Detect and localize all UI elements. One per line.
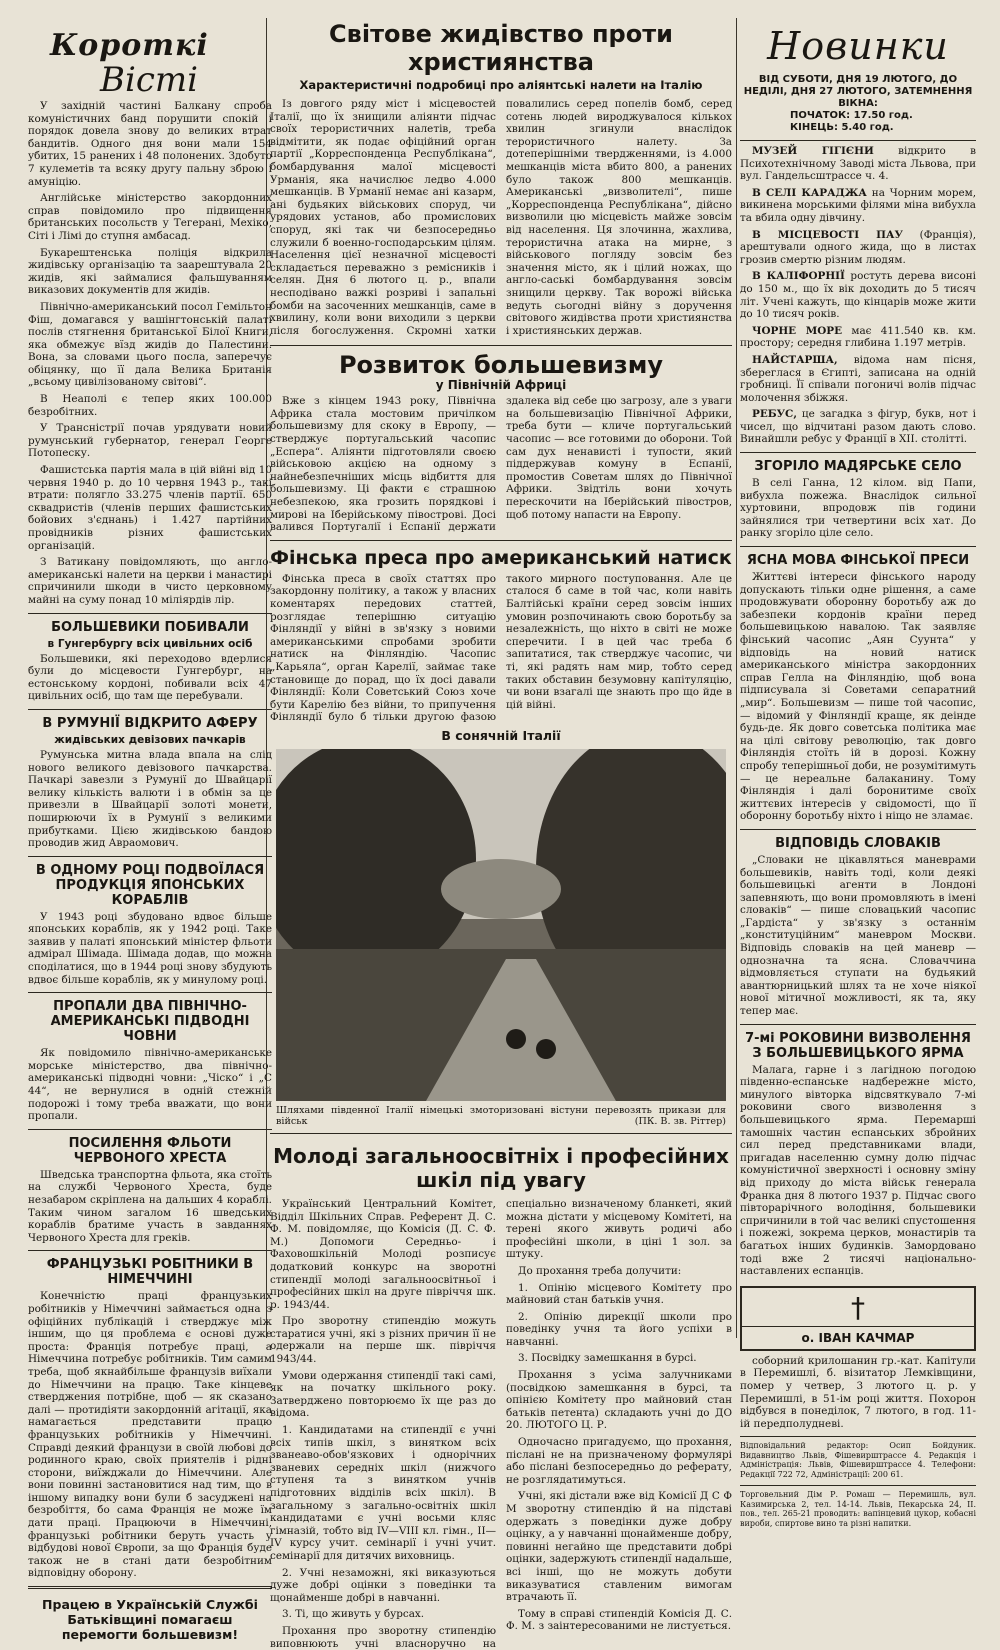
finnish-press-headline: Фінська преса про американський натиск (270, 546, 732, 569)
section-rule (740, 1485, 976, 1486)
masthead-word-1: Короткі (50, 28, 209, 63)
section-body: Большевики, які переходово вдерлися були до місцевости Гунгербург, на естонському кордоні, побивали всіх 47 цивільних осіб, що там ще перебували. (28, 652, 272, 703)
news-paragraph: В Неаполі є тепер яких 100.000 безробітних. (28, 393, 272, 418)
news-item-text: на Чорним морем, викинена морськими філями міна вибухла та вбила одну дівчину. (740, 186, 976, 224)
article-paragraph: Одночасно пригадуємо, що прохання, післані не на призначеному формулярі або післані безпосередньо до реферату, не розглядатимуться. (506, 1436, 732, 1486)
section-rule (28, 1586, 272, 1589)
news-item-text: відома нам пісня, збереглася в Єгипті, записана на одній гробниці. Її співали погоничі волів підчас молочення збіжжя. (740, 353, 977, 404)
news-paragraph: Фашистська партія мала в цій війні від 10 червня 1940 р. до 10 червня 1943 р., такі втрати: полягло 33.275 членів партії. 650 сквадристів (членів перших фашистських бойових з'єднань) і 1.427 партійних провідників різних фашистських організацій. (28, 464, 272, 552)
article-paragraph: 1. Кандидатами на стипендії є учні всіх типів шкіл, з винятком всіх званеаво-обов'язкових і однорічних званевих середніх шкіл (нижчого ступеня та з винятком учнів підготовних відділів всіх шкіл). В загальному з загально-освітніх шкіл кандидатами є учні восьми кляс гімназій, тобто від IV—VIII кл. гімн., II—IV курсу учит. семінарії і учні учит. семінарії для дитячих виховниць. (270, 1424, 496, 1562)
blackout-end: КІНЕЦЬ: 5.40 год. (790, 122, 894, 133)
article-paragraph: 3. Ті, що живуть у бурсах. (282, 1608, 425, 1621)
news-item (740, 187, 976, 225)
news-item-lead: РЕБУС, (752, 408, 797, 421)
article-paragraph: Умови одержання стипендії такі самі, як на початку шкільного року. Затверджено повторюємо їх ще раз до відома. (270, 1369, 496, 1420)
article-paragraph: Учні, які дістали вже від Комісії Д С Ф М зворотну стипендію й на підставі одержать з поведінки дуже добру оцінку, а у навчанні щонайменше добру, повинні негайно ще представити добрі оцінки, задержують стипендії надальше, всі інші, що не можуть добути виказуватися ставленим вимогам втрачають її. (506, 1490, 732, 1604)
bolshevism-headline: Розвиток большевизму (338, 351, 664, 380)
news-item (740, 145, 976, 183)
article-paragraph: Тому в справі стипендій Комісія Д. С. Ф. М. з заінтересованими не листується. (506, 1607, 732, 1633)
bolshevism-body (270, 395, 732, 534)
section-rule (28, 992, 272, 993)
section-heading: В ОДНОМУ РОЦІ ПОДВОЇЛАСЯ ПРОДУКЦІЯ ЯПОНСЬКИХ КОРАБЛІВ (35, 862, 265, 908)
section-heading: ФРАНЦУЗЬКІ РОБІТНИКИ В НІМЕЧЧИНІ (46, 1257, 254, 1288)
section-body: Як повідомило північно-американське морське міністерство, два північно-американські підводні човни: „Чіско“ і „С 44“, не вернулися в одній стежній подорожі і тому треба вважати, що вони пропали. (28, 1047, 272, 1123)
photo-caption-block (276, 1105, 726, 1127)
slogan: Працею в Українській Службі Батьківщині помагаєш перемогти большевизм! (42, 1597, 258, 1643)
news-item (740, 229, 976, 267)
section-rule (28, 856, 272, 857)
section-rule (740, 1024, 976, 1025)
main-subheadline: Характеристичні подробиці про аліянтські налети на Італію (299, 78, 703, 92)
section-rule (740, 1436, 976, 1437)
news-item-lead: ЧОРНЕ МОРЕ (752, 324, 843, 337)
section-body: Шведська транспортна фльота, яка стоїть на службі Червоного Хреста, буде незабаром скріплена на дальших 4 кораблі. Таким чином загалом 16 шведських кораблів братиме участь в завданнях Червоного Хреста для греків. (28, 1168, 272, 1244)
section-rule (740, 140, 976, 141)
section-rule (270, 345, 732, 346)
photo-title: В сонячній Італії (441, 727, 561, 743)
news-item-text: відкрито в Психотехнічному Заводі міста Львова, при вул. Гандельсштрассе ч. 4. (740, 145, 976, 183)
section-heading: ЯСНА МОВА ФІНСЬКОЇ ПРЕСИ (746, 553, 970, 569)
article-paragraph: 2. Учні незаможні, які виказуються дуже добрі оцінки з поведінки та щонайменше добрі в навчанні. (270, 1566, 496, 1604)
section-rule (28, 1250, 272, 1251)
section-rule (740, 546, 976, 547)
bolshevism-subheadline: у Північній Африці (435, 378, 567, 393)
section-body: У 1943 році збудовано вдвоє більше японських кораблів, як у 1942 році. Таке заявив у палаті японський міністер фльоти адмірал Шімада. Шімада додав, що можна споділатися, що в 1944 році знову збудують вдвоє більше кораблів, як у минулому році. (28, 910, 272, 986)
article-paragraph: 2. Опінію дирекції школи про поведінку учня та його успіхи в навчанні. (506, 1310, 732, 1348)
imprint: Відповідальний редактор: Осип Бойдуник. Видавництво Львів, Фішевирштрассе 4. Редакція і Адміністрація: Львів, Фішевирштрассе 4. Телефони: Редакції 722 72, Адміністрації: 200 61. (740, 1441, 976, 1479)
news-item (740, 270, 976, 320)
news-item (740, 354, 976, 404)
section-body: „Словаки не цікавляться маневрами большевиків, навіть тоді, коли деякі большевицькі агенти в Лондоні запевняють, що вони промовляють в імені словаків“ — пише словацький часопис „Гардіста“ у зв'язку з останнім „конституційним“ маневром Москви. Відповідь словаків на цей маневр — однозначна та ясна. Словаччина відмовляється ступати на будьякий авантюрницький шлях та не хоче ніякої нової мітичної можливості, як та, яку тепер має. (740, 853, 976, 1018)
italy-road-photo (276, 749, 726, 1101)
schools-body (270, 1198, 732, 1650)
section-body: Життєві інтереси фінського народу допускають тільки одне рішення, а саме продовжувати оборонну боротьбу аж до забезпеки кордонів країни перед большевицькою навалою. Так заявляє фінський часопис „Аян Суунта“ у відповідь на новий натиск американського міністра закордонних справ Гелла на Фінляндію, щоб вона підписувала зі Советами сепаратний „мир“. Большевизм — пише той часопис, — відомий у Фінляндії краще, як деінде будь-де. Як довго советська політика має на цілі світову революцію, так довго Фінляндія стоїть ій в дорозі. Кожну спробу теперішньої доби, не розумітимуть — це нереальне балаканину. Тому Фінляндія і далі боронитиме своїх життєвих інтересів у свідомості, що її оборонну боротьбу ніхто і ніщо не зламає. (740, 571, 976, 823)
section-rule (740, 829, 976, 830)
article-paragraph: Вже з кінцем 1943 року, Північна Африка стала мостовим причілком большевизму для скоку в Европу, — стверджує португальський часопис „Еспера“. Аліянти підготовляли своєю військовою акцією на одному з найнебезпечніших місць відбиття для большевизму. Ці факти є страшною небезпекою, яка грозить порядкові і мирові на Іберійському півострові. Досі валився Португалії і Еспанії держати здалека від себе цю загрозу, але з уваги на большевизацію Північної Африки, треба бути — кличе португальський часопис — все готовими до оборони. Той сам дух ненависті і тупости, який піддержував комуну в Еспанії, промостив Советам шлях до Північної Африки. Звідтіль вони хочуть перескочити на Іберійський півостров, щоб потому напасти на Европу. (270, 395, 732, 534)
news-item (740, 408, 976, 446)
article-paragraph: Прохання про зворотну стипендію виповнюють учні власноручно на спеціально визначеному бланкеті, який можна дістати у місцевому Комітеті, на терені якого живуть родичі або професійні школи, в ціні 1 зол. за штуку. (270, 1197, 732, 1650)
section-rule (270, 1133, 732, 1134)
news-item-lead: В СЕЛІ КАРАДЖА (752, 186, 867, 199)
photo-credit: (ПК. В. зв. Ріттер) (634, 1115, 726, 1127)
article-paragraph: Прохання з усіма залучниками (посвідкою замешкання в бурсі, та опінією Комітету про майновий стан батьків петента) складають учні до ДО 20. ЛЮТОГО Ц. Р. (506, 1369, 732, 1432)
section-body: В селі Ганна, 12 кілом. від Папи, вибухла пожежа. Внаслідок сильної хуртовини, впродовж пів години зайнялися три четвертини всіх хат. До ранку згоріло ціле село. (740, 477, 976, 540)
article-paragraph: Фінська преса в своїх статтях про закордонну політику, а також у власних коментарях передових статтей, розглядає теперішню ситуацію Фінляндії у війні в зв'язку з новими американськими спробами зробити натиск на Фінляндію. Часопис „Карьяла“, орган Карелії, займає таке становище до порад, що їх досі давали Фінляндії: Коли Советський Союз хоче бути Карелію без війни, то припучення Фінляндії було б тільки другою фазою такого мирного поступовання. Але це сталося б саме в той час, коли навіть Балтійські країни серед зовсім інших умовин розпочинають свою боротьбу за незалежність, що ніхто в світі не може сперечити. І в цей час треба б запитатися, так стверджує часопис, чи ті, які радять нам мир, тобто серед таких обставин безумовну капітуляцію, чи вони взагалі ще знають про що йде в цій війні. (270, 572, 732, 724)
short-news-masthead (28, 20, 272, 100)
section-heading: В РУМУНІЇ ВІДКРИТО АФЕРУ (42, 715, 258, 731)
obituary-box (740, 1286, 976, 1351)
section-subheading: в Гунгербургу всіх цивільних осіб (47, 637, 253, 650)
left-column (28, 20, 272, 1642)
main-headline: Світове жидівство проти християнства (329, 20, 673, 76)
news-item-lead: МУЗЕЙ ГІГІЄНИ (752, 145, 874, 157)
section-body: Конечністю праці французьких робітників у Німеччині займається одна з офіційних публікацій і стверджує між іншим, що ця проблема є основі дуже проста: Франція потребує праці, а Німеччина потребує робітників. Тим самим треба, щоб якнайбільше французів виїхали до Німеччини на працю. Таке кінцеве стверджения потрібне, щоб — як сказано далі — протидіяти закордонній агітації, яка намагається представити працю французьких робітників у Німеччині. Справді деякий французи в своїй любові до родинного краю, своїх приятелів і рідні сторони, виїжджали до Німеччини. Але вони повинні застановитися над тим, що в іншому випадку вони були б засуджені на безробіття, бо сама Франція не може їм дати праці. Працюючи в Німеччині, французькі робітники беруть участь у відбудові нової Європи, за що Франція буде також не в стані дати безробітним відповідну оборону. (28, 1290, 272, 1580)
news-paragraph: Англійське міністерство закордонних справ повідомило про підвищення британських посольств у Тегерані, Мехіко, Сіті і Лімі до ступня амбасад. (28, 192, 272, 242)
blackout-start: ПОЧАТОК: 17.50 год. (790, 110, 913, 121)
news-item-text: має 411.540 кв. км. простору; середня глибина 1.197 метрів. (740, 324, 976, 350)
news-item (740, 325, 976, 350)
article-paragraph: До прохання треба долучити: (518, 1264, 682, 1277)
cross-icon: † (851, 1290, 865, 1324)
masthead-word-2: Вісті (100, 60, 199, 100)
article-paragraph: 3. Посвідку замешкання в бурсі. (518, 1352, 697, 1365)
news-item-text: це загадка з фігур, букв, нот і чисел, що відчитані разом дають слово. Винайшли ребус у Франції в XII. столітті. (740, 408, 976, 446)
news-paragraph: Букарештенська поліція відкрила жидівську організацію та заарештувала 20 жидів, які займалися фальшуванням виказових документів для жидів. (28, 246, 272, 297)
article-paragraph: Український Центральний Комітет, Відділ Шкільних Справ. Референт Д. С. Ф. М. повідомляє, що Комісія (Д. С. Ф. М.) Допомоги Середньо- і Фаховошкільній Молоді розписує додатковий конкурс на зворотні стипендії молоді загальноосвітньої і професійних шкіл на друге півріччя шк. р. 1943/44. (270, 1197, 496, 1311)
section-rule (28, 613, 272, 614)
news-item-text: ростуть дерева висоні до 150 м., що їх вік доходить до 5 тисяч літ. Учені кажуть, що кінцарів може жити до 10 тисяч років. (740, 270, 976, 321)
article-paragraph: Із довгого ряду міст і місцевостей Італії, що їх знищили аліянти підчас своїх терористичних налетів, треба відмітити, як подає офіційний орган партії „Корреспонденца Республікана“, бомбардування малої місцевості Урманія, яка начислює ледво 4.000 мешканців. В Урманії немає ані казарм, ані будьяких військових споруд, чи урядових установ, або промислових споруд, які так чи безпосередньо служили б военно-господарським цілям. Населення цієї незначної місцевості складається переважно з ремісників і селян. Дня 6 лютого ц. р., впали несподівано важкі розриві і запальні бомби на засоченних мешканців, саме в хвилину, коли вони виходили з церкви після богослуження. Скромні хатки повалились серед попелів бомб, серед сотень людей вироджувалося кількох хвилин згинули внаслідок терористичного налету. За дотеперішніми твердженнями, із 4.000 мешканців міста вбито 800, а ранених було також 800 мешканців. Американські „визволителі“, пише „Корреспонденца Республікана“, дійсно визволили цю місцевість майже зовсім від населення. Ця злочинна, жахлива, терористична атака на мирне, з військового погляду зовсім без значення місто, як і цілий ножах, що англо-саські бомбардування зовсім знищили церкву. Так ворожі війська ведуть сьогодні війну з доручення світового жидівства проти християнства і християнських держав. (270, 98, 732, 337)
right-column (740, 20, 976, 1531)
obituary-name: о. ІВАН КАЧМАР (742, 1326, 974, 1349)
section-heading: ПОСИЛЕННЯ ФЛЬОТИ ЧЕРВОНОГО ХРЕСТА (68, 1135, 232, 1166)
news-paragraph: У Трансністрії почав урядувати новий румунський губернатор, генерал Георге Потопеску. (28, 422, 272, 460)
article-paragraph: Про зворотну стипендію можуть старатися учні, які з різних причин її не одержали на перше шк. півріччя 1943/44. (270, 1315, 496, 1366)
article-paragraph: 1. Опінію місцевого Комітету про майновий стан батьків учня. (506, 1281, 732, 1307)
section-heading: 7-мі РОКОВИНИ ВИЗВОЛЕННЯ З БОЛЬШЕВИЦЬКОГО ЯРМА (745, 1030, 971, 1061)
news-paragraph: У західній частині Балкану спроба комуністичних банд порушити спокій і порядок довела знову до великих втрат бандитів. Одного дня вони мали 154 убитих, 15 ранених і 48 полонених. Здобуто 7 кулеметів та всяку другу пальну зброю і амуніцію. (28, 100, 272, 188)
news-item-lead: НАЙСТАРША, (752, 353, 838, 366)
section-heading: ПРОПАЛИ ДВА ПІВНІЧНО-АМЕРИКАНСЬКІ ПІДВОДНІ ЧОВНИ (50, 999, 250, 1045)
section-rule (28, 709, 272, 710)
column-divider-right (736, 18, 737, 1338)
finnish-press-body (270, 573, 732, 724)
novynky-masthead: Новинки (767, 24, 949, 68)
photo-caption: Шляхами південної Італії німецькі змоторизовані вістуни перевозять прикази для військ (276, 1104, 726, 1127)
news-paragraph: З Ватикану повідомляють, що англо-американські налети на церкви і манастирі спричинили шкоди в чисто церковному майні на суму понад 10 міліярдів лір. (28, 556, 272, 606)
printer-ad: Торговельний Дім Р. Ромаш — Перемишль, вул. Казимирська 2, тел. 14-14. Львів, Пекарська 24, II. пов., тел. 265-21 проводить: вапінцевий цукор, кобасні вироби, спиртове вино та різні напитки. (740, 1490, 976, 1528)
section-heading: ВІДПОВІДЬ СЛОВАКІВ (775, 835, 941, 851)
section-rule (740, 452, 976, 453)
section-heading: ЗГОРІЛО МАДЯРСЬКЕ СЕЛО (754, 459, 962, 475)
obituary-body: соборний крилошанин гр.-кат. Капітули в Перемишлі, б. візитатор Лемківщини, помер у четвер, 3 лютого ц. р. у Перемишлі, в 51-ім році життя. Похорон відбувся в понеділок, 7 лютого, в год. 11-ій передполудневі. (740, 1354, 976, 1430)
news-item-lead: В МІСЦЕВОСТІ ПАУ (752, 228, 903, 241)
section-rule (270, 540, 732, 541)
section-body: Румунська митна влада впала на слід нового великого девізового пачкарства. Пачкарі завезли з Румунії до Швайцарії велику кількість валюти і в обмін за це привезли в Швайцарії золоті монети, поширюючи їх в Румунії з великими прибутками. Цією жидівською бандою проводив жид Авраомович. (28, 748, 272, 850)
section-heading: БОЛЬШЕВИКИ ПОБИВАЛИ (51, 619, 249, 635)
middle-column (270, 20, 732, 1650)
section-rule (28, 1129, 272, 1130)
news-item-lead: В КАЛІФОРНІЇ (752, 270, 845, 283)
news-paragraph: Північно-американський посол Гемільтон Фіш, домагався у вашінгтонській палаті послів стягнення британської Білої Книги, яка обмежує вїзд жидів до Палестини. Вона, за словами цього посла, заперечує обіцянку, що її дала Велика Британія „всьому цивілізованому світові“. (28, 300, 272, 389)
news-item-text: (Франція), арештували одного жида, що в листах грозив смертю різним людям. (740, 228, 977, 266)
main-article-body (270, 98, 732, 339)
schools-headline: Молоді загальноосвітніх і професійних шкіл під увагу (273, 1143, 729, 1192)
section-body: Малага, гарне і з лагідною погодою південно-еспанське надбережне місто, минулого вівторка відсвяткувало 7-мі роковини свого визволення з большевицького ярма. Перемарші тамошніх частин еспанських збройних сил перед представниками влади, пригадав населенню сумну долю підчас комуністичної зверхності і основну зміну від приходу до міста військ генерала Франка дня 8 лютого 1937 р. Підчас свого півторарічного володіння, большевики спричинили в той час великі спустошення і пожежі, зокрема церков, монастирів та багатьох інших будинків. Замордовано тоді вже 2 тисячі національно-наставлених еспанців. (740, 1063, 976, 1278)
section-subheading: жидівських девізових пачкарів (54, 733, 246, 746)
blackout-notice: ВІД СУБОТИ, ДНЯ 19 ЛЮТОГО, ДО НЕДІЛІ, ДНЯ 27 ЛЮТОГО, ЗАТЕМНЕННЯ ВІКНА: (743, 74, 973, 109)
